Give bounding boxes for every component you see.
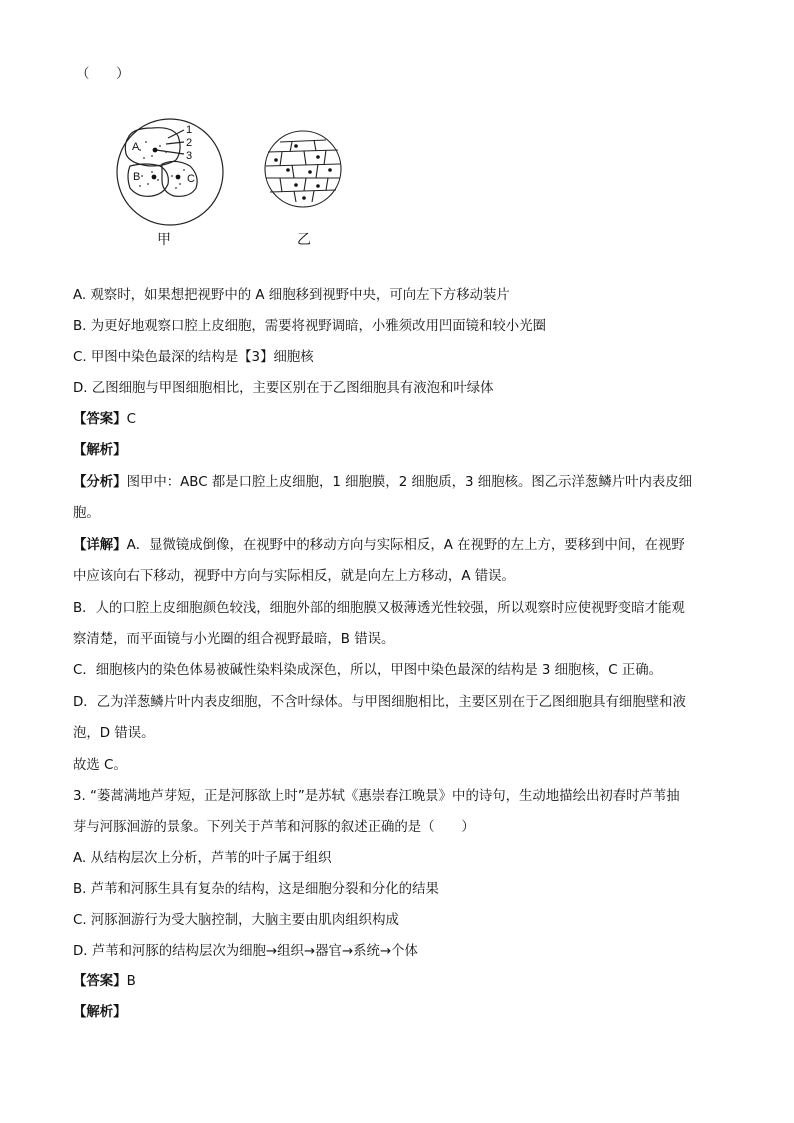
q2-xiangjie-line-3: B．人的口腔上皮细胞颜色较浅，细胞外部的细胞膜又极薄透光性较强，所以观察时应使视野变暗才能观 xyxy=(73,601,685,616)
label-1: 1 xyxy=(186,124,193,136)
label-a: A xyxy=(132,141,140,153)
xiangjie-tag: 【详解】 xyxy=(73,538,127,553)
q2-analysis-tag: 【解析】 xyxy=(73,443,127,458)
q3-option-d: D. 芦苇和河豚的结构层次为细胞→组织→器官→系统→个体 xyxy=(73,944,418,959)
q3-stem-line-1: 3. “蒌蒿满地芦芽短，正是河豚欲上时”是苏轼《惠崇春江晚景》中的诗句，生动地描绘出初春时芦苇抽 xyxy=(73,789,680,804)
q2-answer xyxy=(73,411,136,429)
top-bracket: （ ） xyxy=(76,67,130,82)
q3-stem-line-2: 芽与河豚洄游的景象。下列关于芦苇和河豚的叙述正确的是（ ） xyxy=(73,820,475,835)
figure-microscope xyxy=(0,0,794,260)
q2-option-d: D. 乙图细胞与甲图细胞相比，主要区别在于乙图细胞具有液泡和叶绿体 xyxy=(73,381,494,396)
q2-fenxi-line-1 xyxy=(73,474,692,492)
label-c: C xyxy=(187,173,195,185)
q3-answer xyxy=(73,973,136,991)
q2-xiangjie-line-5: C．细胞核内的染色体易被碱性染料染成深色，所以，甲图中染色最深的结构是 3 细胞核，C 正确。 xyxy=(73,663,663,678)
xiangjie-text: A．显微镜成倒像，在视野中的移动方向与实际相反，A 在视野的左上方，要移到中间，在视野 xyxy=(126,538,685,553)
q2-fenxi-line-2: 胞。 xyxy=(73,506,100,521)
q3-option-b: B. 芦苇和河豚生具有复杂的结构，这是细胞分裂和分化的结果 xyxy=(73,882,439,897)
q3-analysis-tag: 【解析】 xyxy=(73,1005,127,1020)
q2-xiangjie-line-2: 中应该向右下移动，视野中方向与实际相反，就是向左上方移动，A 错误。 xyxy=(73,569,515,584)
q2-option-b: B. 为更好地观察口腔上皮细胞，需要将视野调暗，小雅须改用凹面镜和较小光圈 xyxy=(73,319,546,334)
q3-option-a: A. 从结构层次上分析，芦苇的叶子属于组织 xyxy=(73,851,332,866)
label-b: B xyxy=(133,171,141,183)
caption-yi: 乙 xyxy=(297,232,311,248)
fenxi-tag: 【分析】 xyxy=(73,475,127,490)
q2-xiangjie-line-4: 察清楚，而平面镜与小光圈的组合视野最暗，B 错误。 xyxy=(73,632,395,647)
answer-tag: 【答案】 xyxy=(73,412,127,427)
q2-conclusion: 故选 C。 xyxy=(73,758,127,773)
fenxi-text: 图甲中：ABC 都是口腔上皮细胞，1 细胞膜，2 细胞质，3 细胞核。图乙示洋葱鳞片叶内表皮细 xyxy=(126,475,693,490)
caption-jia: 甲 xyxy=(157,232,171,248)
q2-xiangjie-line-1 xyxy=(73,537,685,555)
q2-xiangjie-line-6: D．乙为洋葱鳞片叶内表皮细胞，不含叶绿体。与甲图细胞相比，主要区别在于乙图细胞具有细胞壁和液 xyxy=(73,695,686,710)
q2-option-a: A. 观察时，如果想把视野中的 A 细胞移到视野中央，可向左下方移动装片 xyxy=(73,288,510,303)
answer-tag: 【答案】 xyxy=(73,974,127,989)
label-3: 3 xyxy=(186,150,193,162)
q3-option-c: C. 河豚洄游行为受大脑控制，大脑主要由肌肉组织构成 xyxy=(73,913,399,928)
label-2: 2 xyxy=(186,137,193,149)
answer-value: B xyxy=(126,974,136,989)
q2-xiangjie-line-7: 泡，D 错误。 xyxy=(73,726,155,741)
q2-option-c: C. 甲图中染色最深的结构是【3】细胞核 xyxy=(73,350,314,365)
answer-value: C xyxy=(126,412,136,427)
